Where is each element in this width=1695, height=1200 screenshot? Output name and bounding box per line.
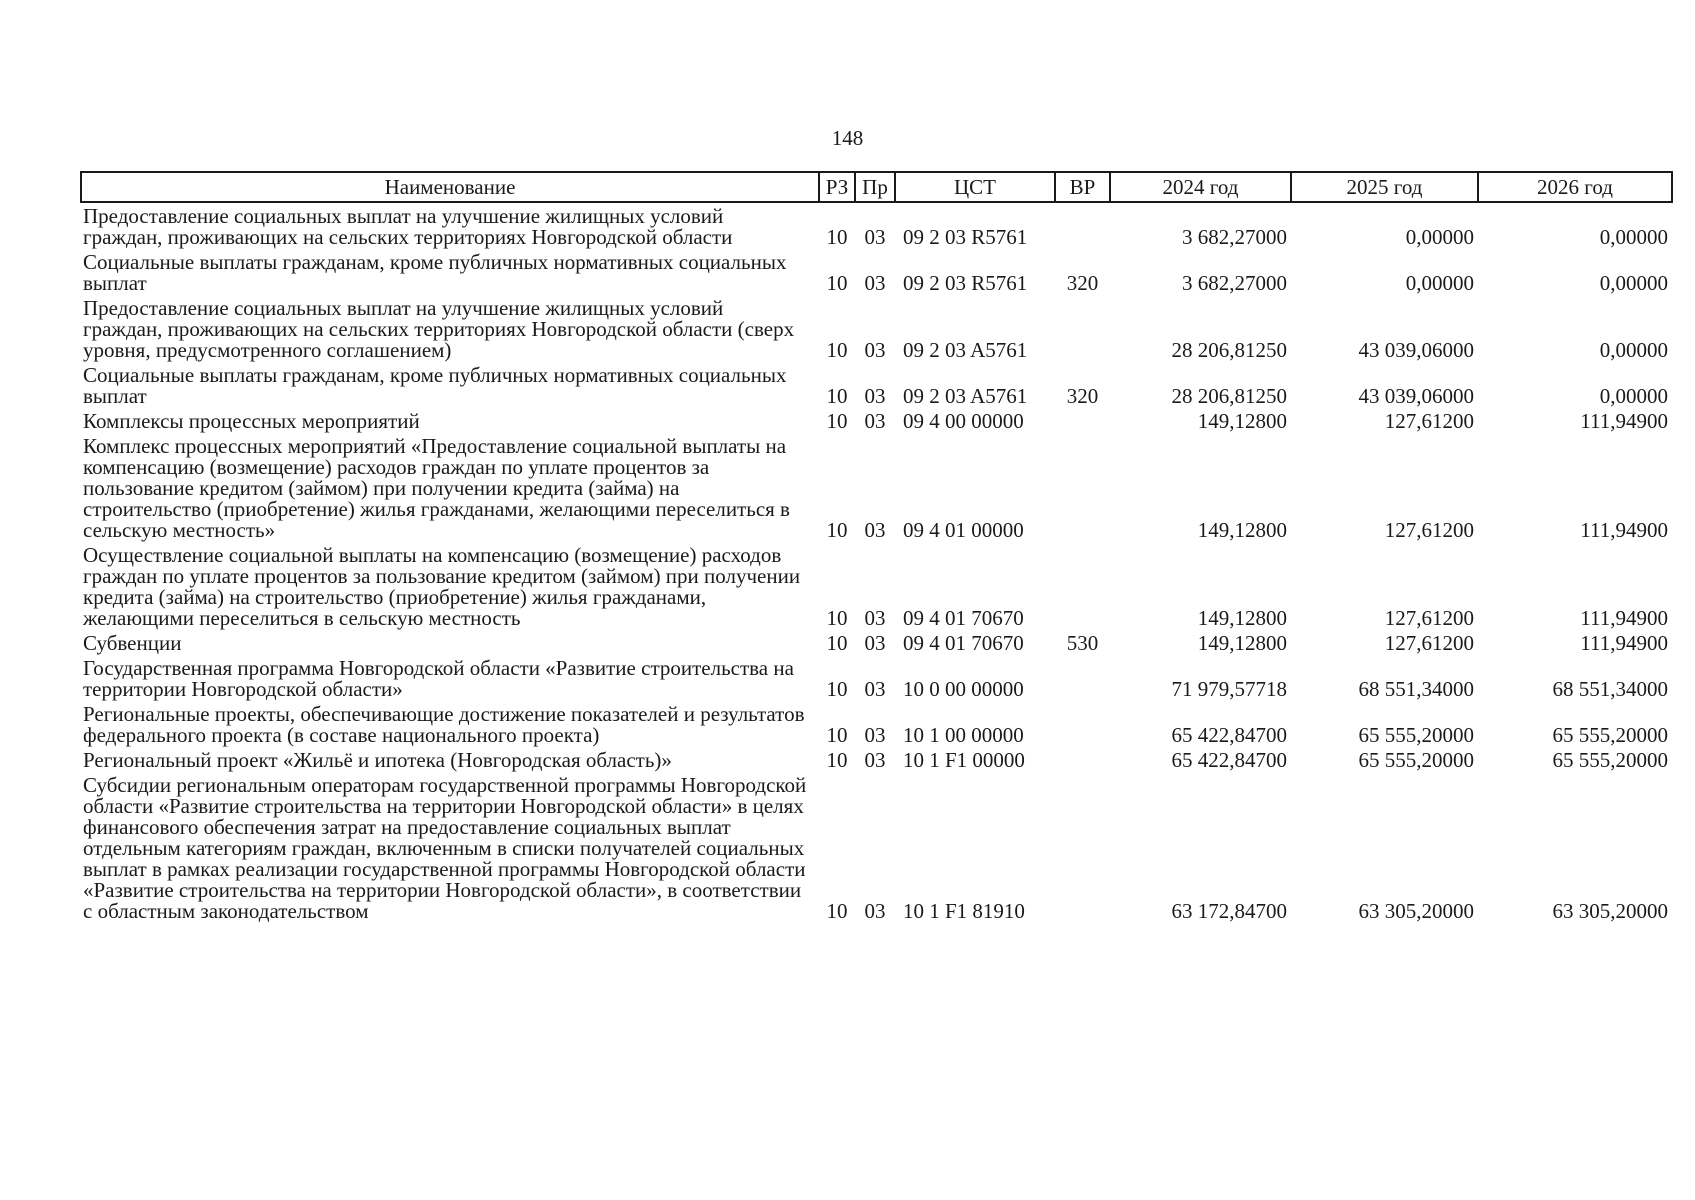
- row-pr: 03: [864, 606, 886, 630]
- row-2024: 65 422,84700: [1171, 748, 1287, 772]
- row-name: Комплекс процессных мероприятий «Предоставление социальной выплаты на компенсацию (возмещение) расходов граждан по уплате процентов за пользование кредитом (займом) при получении кредита (займа) на строительство (приобретение) жилья гражданами, желающими переселиться в сельскую местность»: [83, 434, 790, 542]
- row-2026: 63 305,20000: [1552, 899, 1668, 923]
- row-2025: 43 039,06000: [1358, 384, 1474, 408]
- row-pr: 03: [864, 409, 886, 433]
- row-vr: [1055, 542, 1110, 630]
- row-2026: 0,00000: [1599, 338, 1668, 362]
- row-rz: 10: [826, 606, 848, 630]
- row-2024: 149,12800: [1197, 606, 1287, 630]
- row-2024: 149,12800: [1197, 631, 1287, 655]
- row-vr: [1055, 295, 1110, 362]
- row-name: Субсидии региональным операторам государственной программы Новгородской области «Развитие строительства на территории Новгородской области» в целях финансового обеспечения затрат на предоставление социальных выплат отдельным категориям граждан, включенным в списки получателей социальных выплат в рамках реализации государственной программы Новгородской области «Развитие строительства на территории Новгородской области», в соответствии с областным законодательством: [83, 773, 807, 923]
- row-rz: 10: [826, 748, 848, 772]
- row-rz: 10: [826, 723, 848, 747]
- header-2024: 2024 год: [1110, 172, 1291, 202]
- row-2026: 65 555,20000: [1552, 748, 1668, 772]
- row-2026: 111,94900: [1580, 606, 1668, 630]
- row-2026: 111,94900: [1580, 631, 1668, 655]
- row-pr: 03: [864, 723, 886, 747]
- row-pr: 03: [864, 518, 886, 542]
- row-name: Государственная программа Новгородской области «Развитие строительства на территории Новгородской области»: [83, 656, 794, 701]
- table-row: [81, 655, 1672, 701]
- row-2025: 127,61200: [1384, 631, 1474, 655]
- table-row: [81, 362, 1672, 408]
- row-2024: 149,12800: [1197, 409, 1287, 433]
- header-rz: РЗ: [819, 172, 855, 202]
- row-vr: 320: [1066, 384, 1099, 408]
- row-cst: 09 2 03 A5761: [903, 338, 1028, 362]
- row-vr: 530: [1066, 631, 1099, 655]
- row-cst: 10 1 F1 00000: [903, 748, 1025, 772]
- row-name: Социальные выплаты гражданам, кроме публичных нормативных социальных выплат: [83, 250, 787, 295]
- row-2025: 65 555,20000: [1358, 748, 1474, 772]
- row-name: Предоставление социальных выплат на улучшение жилищных условий граждан, проживающих на сельских территориях Новгородской области: [83, 204, 733, 249]
- row-2024: 28 206,81250: [1171, 338, 1287, 362]
- row-rz: 10: [826, 271, 848, 295]
- row-name: Комплексы процессных мероприятий: [83, 409, 420, 433]
- header-name: Наименование: [81, 172, 819, 202]
- row-pr: 03: [864, 748, 886, 772]
- row-2025: 0,00000: [1405, 271, 1474, 295]
- row-name: Социальные выплаты гражданам, кроме публичных нормативных социальных выплат: [83, 363, 787, 408]
- row-pr: 03: [864, 338, 886, 362]
- row-2025: 65 555,20000: [1358, 723, 1474, 747]
- row-rz: 10: [826, 384, 848, 408]
- table-row: [81, 433, 1672, 542]
- row-2026: 68 551,34000: [1552, 677, 1668, 701]
- row-2024: 28 206,81250: [1171, 384, 1287, 408]
- row-2024: 3 682,27000: [1182, 225, 1287, 249]
- row-vr: [1055, 408, 1110, 433]
- row-2026: 111,94900: [1580, 518, 1668, 542]
- row-vr: 320: [1066, 271, 1099, 295]
- row-name: Региональные проекты, обеспечивающие достижение показателей и результатов федерального проекта (в составе национального проекта): [83, 702, 805, 747]
- row-2025: 0,00000: [1405, 225, 1474, 249]
- table-row: [81, 772, 1672, 923]
- row-cst: 09 2 03 R5761: [903, 225, 1028, 249]
- row-2026: 0,00000: [1599, 225, 1668, 249]
- row-pr: 03: [864, 899, 886, 923]
- row-2024: 63 172,84700: [1171, 899, 1287, 923]
- table-row: [81, 747, 1672, 772]
- row-2025: 127,61200: [1384, 518, 1474, 542]
- table-row: [81, 249, 1672, 295]
- row-2025: 43 039,06000: [1358, 338, 1474, 362]
- row-rz: 10: [826, 338, 848, 362]
- row-2025: 127,61200: [1384, 409, 1474, 433]
- header-2025: 2025 год: [1291, 172, 1478, 202]
- row-2024: 3 682,27000: [1182, 271, 1287, 295]
- table-header-row: [81, 172, 1672, 202]
- row-cst: 10 0 00 00000: [903, 677, 1024, 701]
- row-rz: 10: [826, 677, 848, 701]
- row-pr: 03: [864, 677, 886, 701]
- table-row: [81, 202, 1672, 249]
- row-rz: 10: [826, 409, 848, 433]
- row-2026: 111,94900: [1580, 409, 1668, 433]
- row-vr: [1055, 655, 1110, 701]
- row-name: Субвенции: [83, 631, 182, 655]
- row-name: Осуществление социальной выплаты на компенсацию (возмещение) расходов граждан по уплате процентов за пользование кредитом (займом) при получении кредита (займа) на строительство (приобретение) жилья гражданами, желающими переселиться в сельскую местность: [83, 543, 801, 630]
- row-name: Региональный проект «Жильё и ипотека (Новгородская область)»: [83, 748, 672, 772]
- row-rz: 10: [826, 631, 848, 655]
- row-2024: 65 422,84700: [1171, 723, 1287, 747]
- header-cst: ЦСТ: [895, 172, 1055, 202]
- table-row: [81, 701, 1672, 747]
- row-vr: [1055, 433, 1110, 542]
- row-vr: [1055, 772, 1110, 923]
- table-row: [81, 542, 1672, 630]
- row-name: Предоставление социальных выплат на улучшение жилищных условий граждан, проживающих на сельских территориях Новгородской области (сверх уровня, предусмотренного соглашением): [83, 296, 795, 362]
- row-rz: 10: [826, 899, 848, 923]
- page-number: 148: [831, 126, 864, 150]
- table-row: [81, 295, 1672, 362]
- row-cst: 09 2 03 A5761: [903, 384, 1028, 408]
- row-cst: 10 1 00 00000: [903, 723, 1024, 747]
- row-pr: 03: [864, 225, 886, 249]
- row-vr: [1055, 747, 1110, 772]
- header-pr: Пр: [855, 172, 895, 202]
- row-2024: 149,12800: [1197, 518, 1287, 542]
- row-2026: 65 555,20000: [1552, 723, 1668, 747]
- row-cst: 10 1 F1 81910: [903, 899, 1025, 923]
- row-rz: 10: [826, 225, 848, 249]
- table-row: [81, 630, 1672, 655]
- row-pr: 03: [864, 271, 886, 295]
- row-2024: 71 979,57718: [1171, 677, 1287, 701]
- row-vr: [1055, 202, 1110, 249]
- row-cst: 09 4 01 70670: [903, 631, 1024, 655]
- row-pr: 03: [864, 631, 886, 655]
- row-2026: 0,00000: [1599, 384, 1668, 408]
- row-2025: 68 551,34000: [1358, 677, 1474, 701]
- row-2025: 63 305,20000: [1358, 899, 1474, 923]
- header-2026: 2026 год: [1478, 172, 1672, 202]
- row-2026: 0,00000: [1599, 271, 1668, 295]
- row-cst: 09 4 00 00000: [903, 409, 1024, 433]
- row-cst: 09 2 03 R5761: [903, 271, 1028, 295]
- row-rz: 10: [826, 518, 848, 542]
- row-2025: 127,61200: [1384, 606, 1474, 630]
- budget-table: [80, 171, 1673, 923]
- header-vr: ВР: [1055, 172, 1110, 202]
- table-row: [81, 408, 1672, 433]
- row-cst: 09 4 01 00000: [903, 518, 1024, 542]
- row-pr: 03: [864, 384, 886, 408]
- row-vr: [1055, 701, 1110, 747]
- row-cst: 09 4 01 70670: [903, 606, 1024, 630]
